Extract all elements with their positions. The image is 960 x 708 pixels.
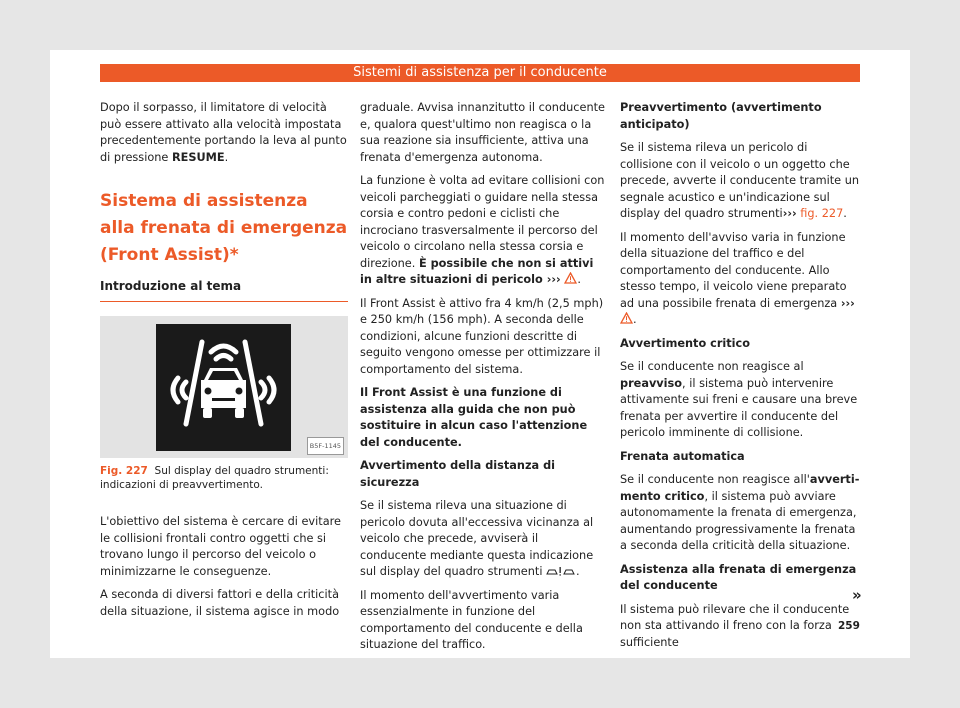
chapter-header: Sistemi di assistenza per il conducente bbox=[100, 64, 860, 82]
heading-critical-warning: Avvertimento critico bbox=[620, 336, 751, 350]
heading-automatic-braking: Frenata automatica bbox=[620, 449, 745, 463]
resume-key-label: RESUME bbox=[171, 150, 225, 164]
paragraph: La funzione è volta ad evitare collisioni con veicoli parcheggiati o guidare nella stessa corsia e contro pedoni e ciclisti che incrociano trasversalmente il percorso del veicolo o circolano nella stessa corsia e direzione. È possibile che non si attivi in altre situazioni di pericolo ››› . bbox=[360, 174, 605, 286]
front-assist-warning-icon bbox=[156, 324, 291, 451]
paragraph: Se il conducente non reagisce all'avvertimento critico, il sistema può avviare autonomamente la frenata di emergenza, aumentando progressivamente la frenata a seconda della criticità della situazione. bbox=[620, 473, 860, 552]
warning-triangle-icon bbox=[620, 312, 633, 324]
paragraph: Se il sistema rileva un pericolo di collisione con il veicolo o un oggetto che precede, avverte il conducente tramite un segnale acustico e un'indicazione sul display del quadro strumenti››› fig. 227. bbox=[620, 141, 860, 220]
heading-brake-assist: Assistenza alla frenata di emergenza del conducente bbox=[620, 562, 857, 592]
page-number: 259 bbox=[838, 620, 860, 632]
column-middle bbox=[360, 100, 608, 661]
heading-pre-warning: Preavvertimento (avvertimento anticipato) bbox=[620, 101, 822, 131]
heading-distance-warning: Avvertimento della distanza di sicurezza bbox=[360, 459, 556, 489]
display-screen bbox=[156, 324, 291, 451]
figure-link[interactable]: fig. 227 bbox=[796, 207, 844, 220]
section-title: Sistema di assistenza alla frenata di emergenza (Front Assist)* bbox=[100, 191, 348, 265]
manual-page bbox=[50, 50, 910, 658]
paragraph: Il momento dell'avvertimento varia essenzialmente in funzione del comportamento del conducente e della situazione del traffico. bbox=[360, 588, 583, 651]
paragraph: L'obiettivo del sistema è cercare di evitare le collisioni frontali contro oggetti che si trovano lungo il percorso del veicolo o minimizzarne le conseguenze. bbox=[100, 515, 341, 578]
paragraph: Dopo il sorpasso, il limitatore di velocità può essere attivato alla velocità impostata precedentemente portando la leva al punto di pressione RESUME. bbox=[100, 101, 347, 164]
paragraph-bold: Il Front Assist è una funzione di assistenza alla guida che non può sostituire in alcun caso l'attenzione del conducente. bbox=[360, 386, 588, 449]
column-left bbox=[100, 100, 348, 627]
subsection-title: Introduzione al tema bbox=[100, 277, 348, 302]
warning-triangle-icon bbox=[564, 272, 577, 284]
paragraph: Se il sistema rileva una situazione di pericolo dovuta all'eccessiva vicinanza al veicolo che precede, avviserà il conducente mediante questa indicazione sul display del quadro strumenti . bbox=[360, 499, 594, 578]
distance-warning-symbol-icon bbox=[546, 566, 576, 577]
figure-code: B5F-1145 bbox=[307, 437, 344, 456]
column-right bbox=[620, 100, 860, 658]
paragraph: Il sistema può rilevare che il conducente non sta attivando il freno con la forza sufficiente bbox=[620, 602, 850, 649]
paragraph: Il Front Assist è attivo fra 4 km/h (2,5 mph) e 250 km/h (156 mph). A seconda delle condizioni, alcune funzioni descritte di seguito vengono omesse per ottimizzare il comportamento del sistema. bbox=[360, 296, 604, 376]
figure-caption: Fig. 227 Sul display del quadro strumenti: indicazioni di preavvertimento. bbox=[100, 465, 329, 491]
paragraph: A seconda di diversi fattori e della criticità della situazione, il sistema agisce in modo bbox=[100, 588, 340, 618]
figure-227 bbox=[100, 316, 348, 458]
continue-mark: » bbox=[852, 586, 862, 604]
paragraph: Se il conducente non reagisce al preavviso, il sistema può intervenire attivamente sui freni e causare una breve frenata per avvertire il conducente del pericolo imminente di collisione. bbox=[620, 360, 858, 439]
paragraph: graduale. Avvisa innanzitutto il conducente e, qualora quest'ultimo non reagisca o la sua reazione sia insufficiente, attiva una frenata d'emergenza autonoma. bbox=[360, 101, 605, 164]
paragraph: Il momento dell'avviso varia in funzione della situazione del traffico e del comportamento del conducente. Allo stesso tempo, il veicolo viene preparato ad una possibile frenata di emergenza ››› . bbox=[620, 230, 855, 326]
